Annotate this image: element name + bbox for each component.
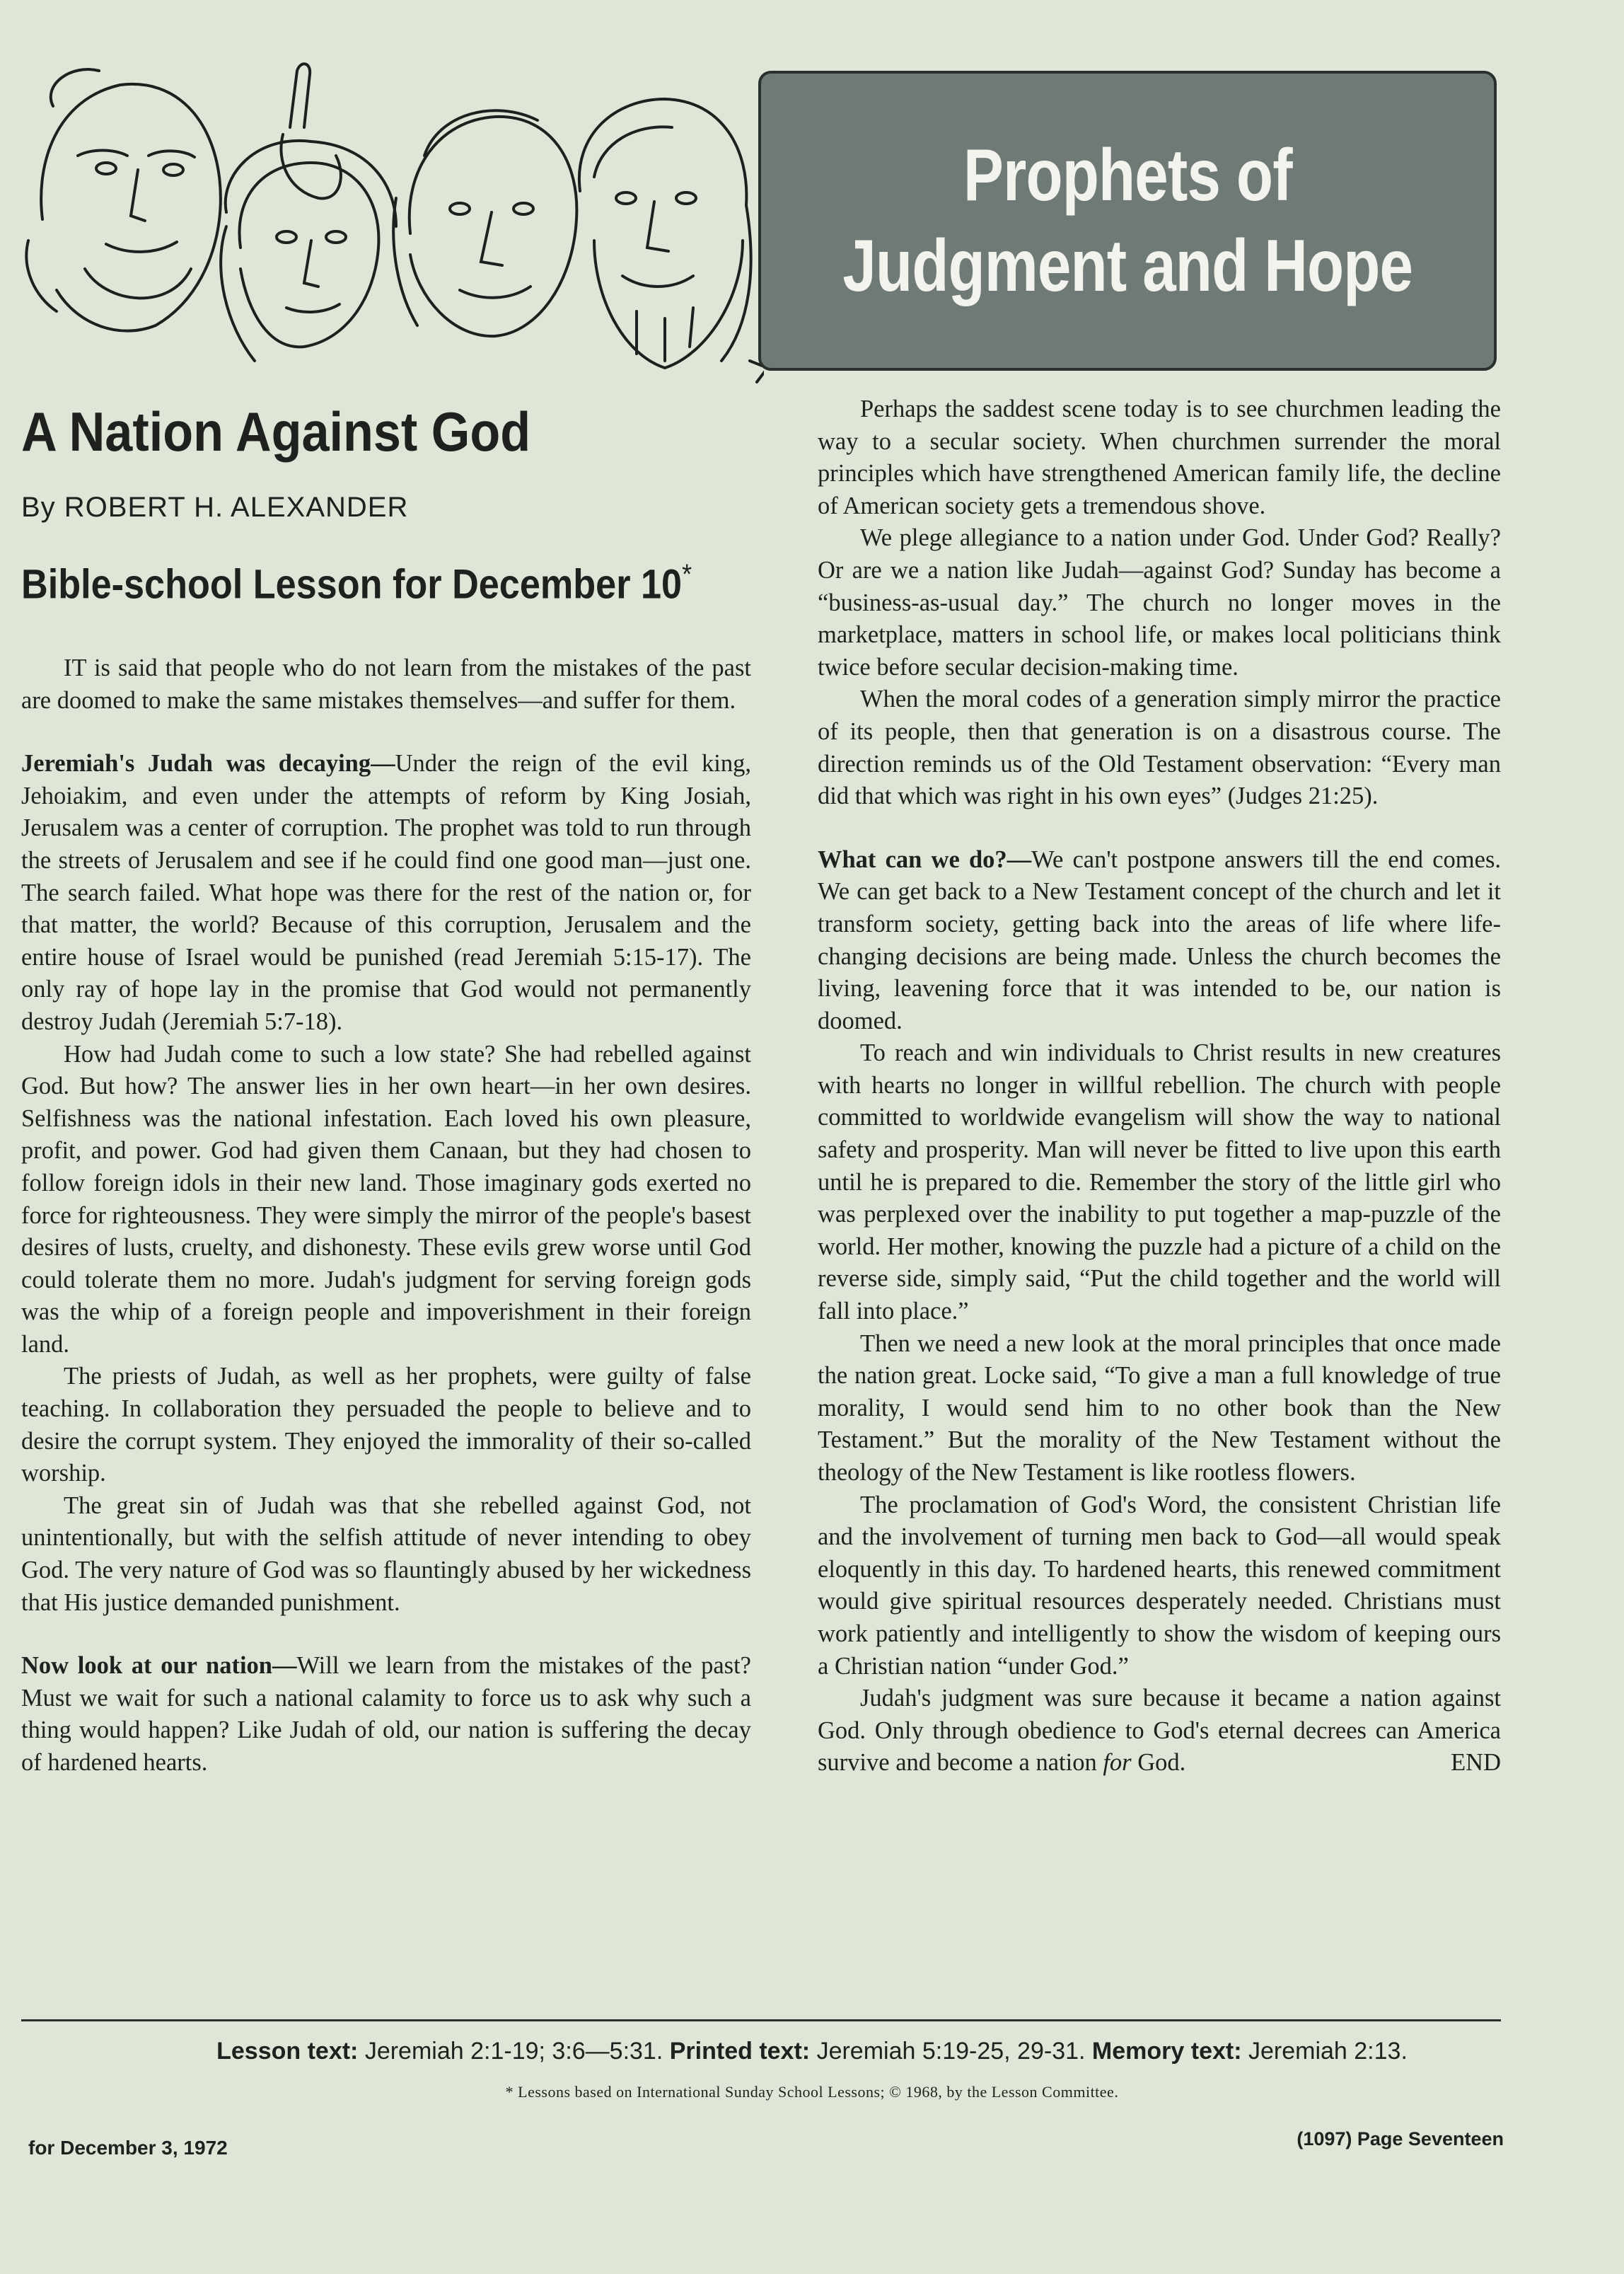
right-paragraph-5: To reach and win individuals to Christ results in new creatures with hearts no longer in willful rebellion. The church with people committed to worldwide evangelism will show the way to national safety and prosperity. Man will never be fitted to live upon this earth until he is prepared to die. Remember the story of the little girl who was perplexed over the inability to put together a map-puzzle of the world. Her mother, knowing the puzzle had a picture of a child on the reverse side, simply said, “Put the child together and the world will fall into place.” (818, 1039, 1501, 1325)
right-paragraph-4 (818, 844, 1501, 1038)
copyright-footnote: * Lessons based on International Sunday School Lessons; © 1968, by the Lesson Committee. (505, 2083, 1119, 2101)
raised-hand (281, 64, 340, 198)
printed-text-label: Printed text: (669, 2038, 811, 2065)
lesson-text-label: Lesson text: (216, 2038, 359, 2065)
section-lead-what-can-we-do: What can we do?— (818, 845, 1032, 873)
lesson-text-value: Jeremiah 2:1-19; 3:6—5:31. (364, 2038, 663, 2065)
prophet-face-1 (26, 69, 220, 331)
prophet-face-2 (221, 141, 396, 361)
right-paragraph-1: Perhaps the saddest scene today is to see churchmen leading the way to a secular society. When churchmen surrender the moral principles which have strengthened American family life, the decline of American society gets a tremendous shove. (818, 396, 1501, 519)
right-paragraph-3: When the moral codes of a generation simply mirror the practice of its people, then that generation is on a disastrous course. The direction reminds us of the Old Testament observation: “Every man did that which was right in his own eyes” (Judges 21:25). (818, 686, 1501, 810)
right-paragraph-8-tail: God. (1137, 1749, 1186, 1777)
page-number: (1097) Page Seventeen (1297, 2128, 1504, 2149)
byline: By ROBERT H. ALEXANDER (21, 492, 409, 523)
article-title: A Nation Against God (21, 400, 531, 463)
memory-text-label: Memory text: (1091, 2038, 1242, 2065)
lesson-text-line (0, 2038, 1624, 2065)
lesson-heading-text: Bible-school Lesson for December 10 (21, 561, 683, 608)
right-paragraph-8 (818, 1683, 1501, 1779)
banner-line-2: Judgment and Hope (842, 225, 1413, 307)
section-lead-judah: Jeremiah's Judah was decaying— (21, 750, 395, 778)
prophets-illustration (14, 57, 764, 389)
right-paragraph-4-text: We can't postpone answers till the end comes. We can get back to a New Testament concept of the church and let it transform society, getting back into the areas of life where life-changing decisions are being made. Unless the church becomes the living, leavening force that it was intended to be, our nation is doomed. (818, 845, 1502, 1034)
lesson-heading (21, 559, 721, 608)
footer-rule (21, 2019, 1501, 2021)
left-paragraph-3: How had Judah come to such a low state? She had rebelled against God. But how? The answer lies in her own heart—in her own desires. Selfishness was the national infestation. Each loved his own pleasure, profit, and power. God had given them Canaan, but they had chosen to follow foreign idols in their new land. Those imaginary gods exerted no force for righteousness. They were simply the mirror of the people's basest desires of lusts, cruelty, and dishonesty. These evils grew worse until God could tolerate them no more. Judah's judgment for serving foreign gods was the whip of a foreign people and impoverishment in their foreign land. (21, 1040, 751, 1358)
left-paragraph-5: The great sin of Judah was that she rebelled against God, not unintentionally, but with the selfish attitude of never intending to obey God. The very nature of God was so flauntingly abused by her wickedness that His justice demanded punishment. (21, 1491, 751, 1616)
section-lead-nation: Now look at our nation— (21, 1652, 297, 1680)
emphasis-for: for (1103, 1749, 1132, 1777)
prophet-face-3 (393, 110, 576, 336)
printed-text-value: Jeremiah 5:19-25, 29-31. (816, 2038, 1086, 2065)
right-paragraph-7: The proclamation of God's Word, the consistent Christian life and the involvement of turning men back to God—all would speak eloquently in this day. To hardened hearts, this renewed commitment would give spiritual resources desperately needed. Christians must work patiently and intelligently to show the wisdom of keeping ours a Christian nation “under God.” (818, 1491, 1501, 1680)
left-paragraph-6-text: Will we learn from the mistakes of the past? Must we wait for such a national calamity to force us to ask why such a thing would happen? Like Judah of old, our nation is suffering the decay of hardened hearts. (21, 1652, 751, 1776)
series-banner (758, 71, 1497, 371)
left-paragraph-2-text: Under the reign of the evil king, Jehoiakim, and even under the attempts of reform by King Josiah, Jerusalem was a center of corruption. The prophet was told to run through the streets of Jerusalem and see if he could find one good man—just one. The search failed. What hope was there for the rest of the nation or, for that matter, the world? Because of this corruption, Jerusalem and the entire house of Israel would be punished (read Jeremiah 5:15-17). The only ray of hope lay in the promise that God would not permanently destroy Judah (Jeremiah 5:7-18). (21, 750, 751, 1035)
left-column (21, 652, 751, 1779)
end-mark: END (1451, 1749, 1501, 1777)
left-paragraph-6 (21, 1650, 751, 1779)
left-paragraph-1: IT is said that people who do not learn from the mistakes of the past are doomed to make the same mistakes themselves—and suffer for them. (21, 654, 751, 714)
memory-text-value: Jeremiah 2:13. (1248, 2038, 1408, 2065)
lesson-heading-asterisk: * (682, 559, 692, 590)
right-paragraph-8-text: Judah's judgment was sure because it became a nation against God. Only through obedience to God's eternal decrees can America survive and become a nation (818, 1685, 1501, 1777)
banner-line-1: Prophets of (963, 134, 1292, 217)
left-paragraph-2 (21, 748, 751, 1038)
right-paragraph-6: Then we need a new look at the moral principles that once made the nation great. Locke said, “To give a man a full knowledge of true morality, I would send him to no other book than the New Testament.” But the morality of the New Testament without the theology of the New Testament is like rootless flowers. (818, 1329, 1501, 1486)
left-paragraph-4: The priests of Judah, as well as her prophets, were guilty of false teaching. In collaboration they persuaded the people to believe and to desire the corrupt system. They enjoyed the immorality of their so-called worship. (21, 1363, 751, 1487)
prophet-face-4 (579, 99, 764, 382)
issue-date: for December 3, 1972 (28, 2137, 228, 2159)
right-paragraph-2: We plege allegiance to a nation under God. Under God? Really? Or are we a nation like Judah—against God? Sunday has become a “business-as-usual day.” The church no longer moves in the marketplace, matters in school life, or makes local politicians think twice before secular decision-making time. (818, 524, 1501, 681)
right-column (818, 393, 1501, 1779)
